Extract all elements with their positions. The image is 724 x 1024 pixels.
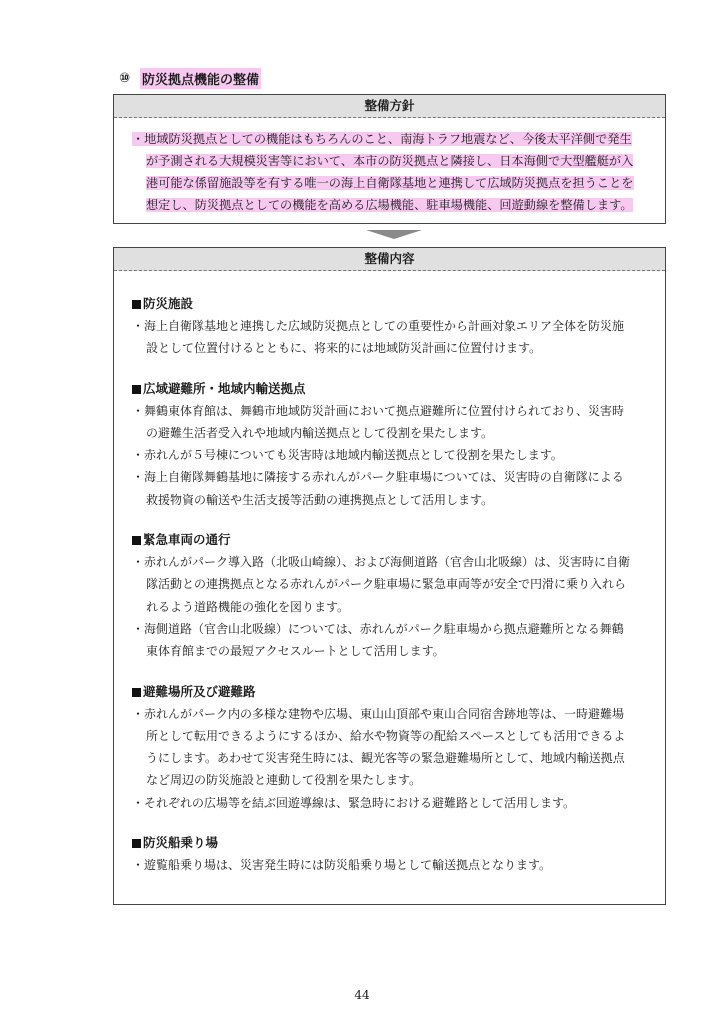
content-line: など周辺の防災施設と連動して役割を果たします。 xyxy=(146,773,422,788)
content-line: うにします。あわせて災害発生時には、観光客等の緊急避難場所として、地域内輸送拠点 xyxy=(146,751,625,766)
square-bullet-icon xyxy=(132,688,141,697)
subsection-heading: 広域避難所・地域内輸送拠点 xyxy=(132,378,665,400)
content-line: ・赤れんがパーク導入路（北吸山崎線）、および海側道路（官舎山北吸線）は、災害時に自衛 xyxy=(132,555,631,570)
content-box xyxy=(113,247,666,905)
subsection-heading: 防災船乗り場 xyxy=(132,832,665,854)
content-line: 所として転用できるようにするほか、給水や物資等の配給スペースとしても活用できるよ xyxy=(146,728,626,743)
page-number: 44 xyxy=(354,988,370,1002)
section-title: 防災拠点機能の整備 xyxy=(140,68,261,89)
content-line: ・赤れんがパーク内の多様な建物や広場、東山山頂部や東山合同宿舎跡地等は、一時避難場 xyxy=(132,706,625,721)
content-line: ・赤れんが５号棟についても災害時は地域内輸送拠点として役割を果たします。 xyxy=(132,448,563,463)
square-bullet-icon xyxy=(132,300,141,309)
section-number: ⑩ xyxy=(119,71,131,86)
content-line: ・遊覧船乗り場は、災害発生時には防災船乗り場として輸送拠点となります。 xyxy=(132,858,552,873)
square-bullet-icon xyxy=(132,839,141,848)
subsection-heading: 緊急車両の通行 xyxy=(132,529,665,551)
policy-box xyxy=(113,94,666,224)
policy-line: ・地域防災拠点としての機能はもちろんのこと、南海トラフ地震など、今後太平洋側で発生 xyxy=(132,132,632,146)
content-heading: 整備内容 xyxy=(114,248,665,271)
policy-line: が予測される大規模災害等において、本市の防災拠点と隣接し、日本海側で大型艦艇が入 xyxy=(146,154,634,168)
policy-line: 港可能な係留施設等を有する唯一の海上自衛隊基地と連携して広域防災拠点を担うことを xyxy=(146,176,634,190)
content-line: れるよう道路機能の強化を図ります。 xyxy=(146,599,350,614)
square-bullet-icon xyxy=(132,385,141,394)
content-body xyxy=(114,271,665,876)
content-line: ・海上自衛隊舞鶴基地に隣接する赤れんがパーク駐車場については、災害時の自衛隊による xyxy=(132,470,624,485)
subsection-heading: 防災施設 xyxy=(132,293,665,315)
content-line: 救援物資の輸送や生活支援等活動の連携拠点として活用します。 xyxy=(146,492,494,507)
content-line: 設として位置付けるとともに、将来的には地域防災計画に位置付けます。 xyxy=(146,341,542,356)
policy-text xyxy=(114,118,665,216)
policy-heading: 整備方針 xyxy=(114,95,665,118)
content-line: ・海側道路（官舎山北吸線）については、赤れんがパーク駐車場から拠点避難所となる舞鶴 xyxy=(132,621,624,636)
content-line: 隊活動との連携拠点となる赤れんがパーク駐車場に緊急車両等が安全で円滑に乗り入れら xyxy=(146,577,627,592)
content-line: ・それぞれの広場等を結ぶ回遊導線は、緊急時における避難路として活用します。 xyxy=(132,795,576,810)
down-arrow-icon xyxy=(366,230,422,239)
content-line: 東体育館までの最短アクセスルートとして活用します。 xyxy=(146,644,445,659)
content-line: ・海上自衛隊基地と連携した広域防災拠点としての重要性から計画対象エリア全体を防災施 xyxy=(132,319,625,333)
content-line: の避難生活者受入れや地域内輸送拠点として役割を果たします。 xyxy=(146,425,494,440)
policy-line: 想定し、防災拠点としての機能を高める広場機能、駐車場機能、回遊動線を整備します。 xyxy=(146,198,633,212)
content-line: ・舞鶴東体育館は、舞鶴市地域防災計画において拠点避難所に位置付けられており、災害時 xyxy=(132,403,625,418)
section-heading xyxy=(119,68,261,89)
square-bullet-icon xyxy=(132,536,141,545)
subsection-heading: 避難場所及び避難路 xyxy=(132,681,665,703)
